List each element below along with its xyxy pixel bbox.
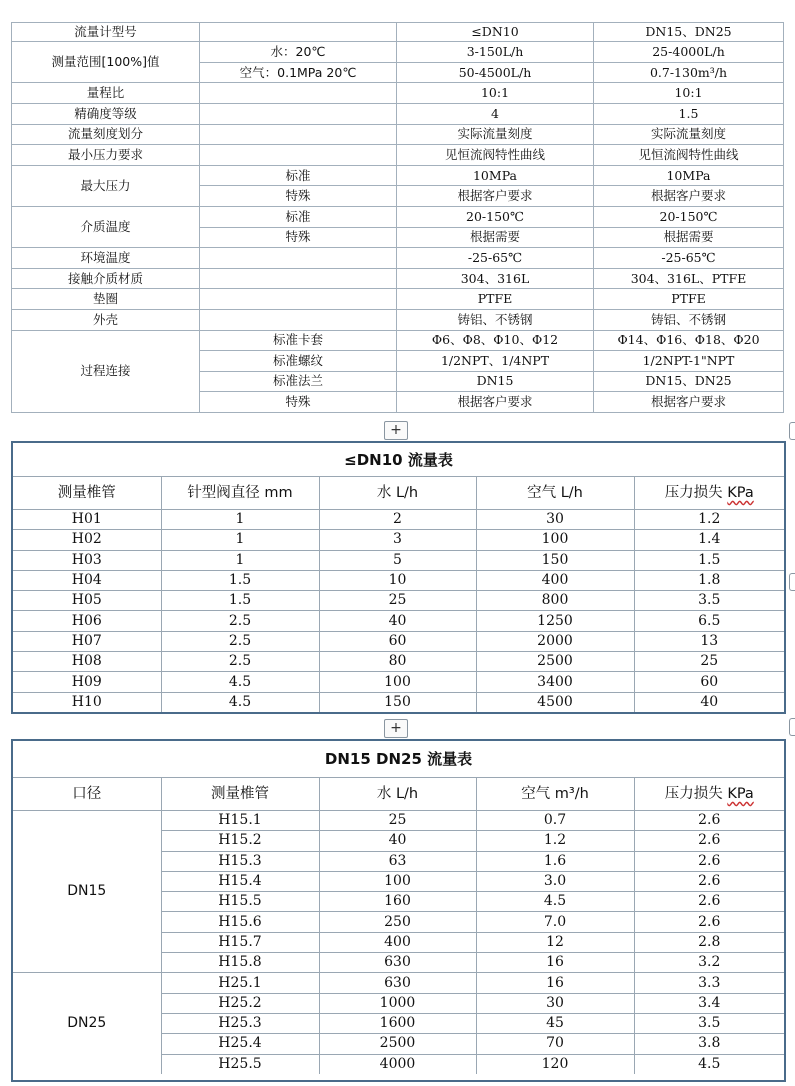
table-cell: 3400 (476, 672, 634, 692)
table-resize-handle[interactable] (789, 718, 795, 736)
spec-value-b: 25-4000L/h (594, 42, 784, 63)
table-cell: 100 (319, 871, 476, 891)
spec-label: 介质温度 (12, 206, 200, 247)
spec-label: 流量刻度划分 (12, 124, 200, 145)
table-cell: 1 (161, 530, 319, 550)
table-row (13, 631, 784, 651)
spec-value-a: 1/2NPT、1/4NPT (397, 351, 594, 372)
table-cell: 70 (476, 1034, 634, 1054)
spec-row-turndown (12, 83, 784, 104)
table-cell: 100 (319, 672, 476, 692)
table-cell: 1.2 (476, 831, 634, 851)
table-cell: H25.4 (161, 1034, 319, 1054)
column-header: 水 L/h (319, 477, 476, 510)
column-header: 空气 m³/h (476, 778, 634, 811)
column-header: 测量椎管 (13, 477, 161, 510)
table-row (13, 570, 784, 590)
table-cell: 0.7 (476, 811, 634, 831)
add-row-plus-icon[interactable]: + (384, 719, 408, 738)
table-cell: 1000 (319, 993, 476, 1013)
table-cell: 800 (476, 591, 634, 611)
table-row (13, 973, 784, 993)
spec-value-b: 根据客户要求 (594, 186, 784, 207)
spec-row-gasket (12, 289, 784, 310)
table-cell: 13 (634, 631, 784, 651)
spec-value-b: Φ14、Φ16、Φ18、Φ20 (594, 330, 784, 351)
spec-label: 测量范围[100%]值 (12, 42, 200, 83)
table-cell: 3.8 (634, 1034, 784, 1054)
spec-value-b: PTFE (594, 289, 784, 310)
table-cell: 12 (476, 932, 634, 952)
column-header: 水 L/h (319, 778, 476, 811)
table-cell: H04 (13, 570, 161, 590)
table-cell: H25.2 (161, 993, 319, 1013)
spec-value-b: DN15、DN25 (594, 371, 784, 392)
table-cell: H06 (13, 611, 161, 631)
table-cell: 1.4 (634, 530, 784, 550)
table-cell: 1.5 (634, 550, 784, 570)
spec-value-b: 304、316L、PTFE (594, 268, 784, 289)
spec-row-housing (12, 309, 784, 330)
spec-row-accuracy (12, 103, 784, 124)
spec-sublabel: 特殊 (200, 227, 397, 248)
table-row (13, 611, 784, 631)
spec-value-a: 根据需要 (397, 227, 594, 248)
table-cell: H07 (13, 631, 161, 651)
table-cell: 100 (476, 530, 634, 550)
spec-row-min-pressure (12, 145, 784, 166)
table-cell: 6.5 (634, 611, 784, 631)
table-cell: 400 (319, 932, 476, 952)
spec-row-conn-ferrule (12, 330, 784, 351)
flow-table-dn15-dn25-grid (13, 741, 784, 1074)
spec-value-a: 根据客户要求 (397, 186, 594, 207)
table-cell: H15.6 (161, 912, 319, 932)
table-cell: 3.0 (476, 871, 634, 891)
spec-value-b: 10MPa (594, 165, 784, 186)
table-cell: 1.8 (634, 570, 784, 590)
table-cell: H03 (13, 550, 161, 570)
size-group-label: DN15 (13, 811, 161, 973)
spec-empty-cell (200, 289, 397, 310)
column-header: 压力损失 KPa (634, 477, 784, 510)
table-cell: 1 (161, 510, 319, 530)
spec-empty-cell (200, 83, 397, 104)
spec-empty-cell (200, 268, 397, 289)
spec-value-a: DN15 (397, 371, 594, 392)
spec-sublabel: 标准 (200, 206, 397, 227)
table-title: ≤DN10 流量表 (13, 443, 784, 477)
spec-value-b: 根据需要 (594, 227, 784, 248)
table-cell: H15.3 (161, 851, 319, 871)
table-title: DN15 DN25 流量表 (13, 741, 784, 778)
spec-sublabel: 标准 (200, 165, 397, 186)
table-cell: 2.5 (161, 631, 319, 651)
table-cell: 3.5 (634, 591, 784, 611)
table-cell: 16 (476, 953, 634, 973)
spec-value-b: 实际流量刻度 (594, 124, 784, 145)
table-cell: 4.5 (161, 672, 319, 692)
spec-value-b: 1/2NPT-1"NPT (594, 351, 784, 372)
table-resize-handle[interactable] (789, 422, 795, 440)
table-cell: 30 (476, 993, 634, 1013)
spec-empty-cell (200, 145, 397, 166)
spec-row-material (12, 268, 784, 289)
table-row (13, 591, 784, 611)
flow-table-dn10-grid (13, 443, 784, 712)
spec-value-a: PTFE (397, 289, 594, 310)
table-cell: 4.5 (476, 892, 634, 912)
spec-sublabel: 空气：0.1MPa 20℃ (200, 62, 397, 83)
spec-value-a: 304、316L (397, 268, 594, 289)
spec-value-b: 见恒流阀特性曲线 (594, 145, 784, 166)
table-cell: 1250 (476, 611, 634, 631)
table-cell: 3.2 (634, 953, 784, 973)
table-cell: 3.4 (634, 993, 784, 1013)
spec-label: 外壳 (12, 309, 200, 330)
table-title-row (13, 443, 784, 477)
spec-label: 环境温度 (12, 248, 200, 269)
table-cell: H15.2 (161, 831, 319, 851)
table-cell: 40 (634, 692, 784, 712)
table-cell: 3.3 (634, 973, 784, 993)
spec-sublabel: 标准螺纹 (200, 351, 397, 372)
spec-value-b: DN15、DN25 (594, 23, 784, 42)
table-cell: 30 (476, 510, 634, 530)
table-cell: 1600 (319, 1013, 476, 1033)
table-cell: 630 (319, 973, 476, 993)
table-cell: 60 (319, 631, 476, 651)
table-cell: 25 (634, 652, 784, 672)
table-cell: 1.2 (634, 510, 784, 530)
table-header-row (13, 778, 784, 811)
spec-value-a: 见恒流阀特性曲线 (397, 145, 594, 166)
table-row (13, 550, 784, 570)
flow-table-dn10 (11, 441, 786, 714)
table-cell: 4.5 (161, 692, 319, 712)
spec-value-b: 0.7-130m³/h (594, 62, 784, 83)
size-group-label: DN25 (13, 973, 161, 1074)
table-row (13, 510, 784, 530)
spec-sublabel: 特殊 (200, 392, 397, 413)
spec-value-a: 4 (397, 103, 594, 124)
table-cell: H15.8 (161, 953, 319, 973)
table-cell: 25 (319, 811, 476, 831)
table-row (13, 811, 784, 831)
spec-sublabel: 标准法兰 (200, 371, 397, 392)
table-cell: 1.5 (161, 591, 319, 611)
table-row (13, 652, 784, 672)
table-cell: H15.4 (161, 871, 319, 891)
spec-value-a: ≤DN10 (397, 23, 594, 42)
table-cell: 4500 (476, 692, 634, 712)
table-cell: 2.6 (634, 912, 784, 932)
spec-value-a: 3-150L/h (397, 42, 594, 63)
table-header-row (13, 477, 784, 510)
table-cell: 630 (319, 953, 476, 973)
table-cell: 4.5 (634, 1054, 784, 1074)
table-cell: 3.5 (634, 1013, 784, 1033)
table-cell: 4000 (319, 1054, 476, 1074)
table-cell: 2.6 (634, 811, 784, 831)
spec-row-model (12, 23, 784, 42)
flow-table-dn10-body (13, 510, 784, 712)
spec-row-medium-temp-std (12, 206, 784, 227)
table-cell: 2.6 (634, 871, 784, 891)
table-cell: 40 (319, 611, 476, 631)
spec-value-a: 根据客户要求 (397, 392, 594, 413)
table-cell: H02 (13, 530, 161, 550)
spec-value-b: 10:1 (594, 83, 784, 104)
spec-value-b: 20-150℃ (594, 206, 784, 227)
spec-label: 精确度等级 (12, 103, 200, 124)
table-cell: H01 (13, 510, 161, 530)
spec-table (11, 22, 784, 413)
table-cell: 3 (319, 530, 476, 550)
column-header: 针型阀直径 mm (161, 477, 319, 510)
table-cell: 25 (319, 591, 476, 611)
table-cell: 160 (319, 892, 476, 912)
spec-value-b: 根据客户要求 (594, 392, 784, 413)
table-cell: 10 (319, 570, 476, 590)
table-cell: 40 (319, 831, 476, 851)
table-cell: H15.1 (161, 811, 319, 831)
table-row (13, 530, 784, 550)
spec-row-max-pressure-std (12, 165, 784, 186)
spec-label: 过程连接 (12, 330, 200, 412)
add-row-plus-icon[interactable]: + (384, 421, 408, 440)
table-cell: 80 (319, 652, 476, 672)
table-cell: 5 (319, 550, 476, 570)
spec-value-a: Φ6、Φ8、Φ10、Φ12 (397, 330, 594, 351)
spec-value-a: 实际流量刻度 (397, 124, 594, 145)
spec-empty-cell (200, 309, 397, 330)
table-cell: 250 (319, 912, 476, 932)
spec-value-b: 铸铝、不锈钢 (594, 309, 784, 330)
spec-value-a: 50-4500L/h (397, 62, 594, 83)
table-cell: 2.6 (634, 831, 784, 851)
spec-label: 最大压力 (12, 165, 200, 206)
spec-empty-cell (200, 248, 397, 269)
table-cell: H05 (13, 591, 161, 611)
table-cell: 400 (476, 570, 634, 590)
spec-row-range-water (12, 42, 784, 63)
spec-label: 量程比 (12, 83, 200, 104)
table-cell: 60 (634, 672, 784, 692)
table-title-row (13, 741, 784, 778)
table-cell: 7.0 (476, 912, 634, 932)
spec-sublabel: 水：20℃ (200, 42, 397, 63)
table-cell: H08 (13, 652, 161, 672)
table-cell: H25.1 (161, 973, 319, 993)
table-cell: 2000 (476, 631, 634, 651)
table-cell: 2500 (319, 1034, 476, 1054)
spec-sublabel: 标准卡套 (200, 330, 397, 351)
table-cell: 2.5 (161, 611, 319, 631)
table-cell: H15.5 (161, 892, 319, 912)
table-cell: 63 (319, 851, 476, 871)
table-row (13, 692, 784, 712)
table-cell: H25.3 (161, 1013, 319, 1033)
table-cell: H25.5 (161, 1054, 319, 1074)
table-cell: 120 (476, 1054, 634, 1074)
spec-label: 接触介质材质 (12, 268, 200, 289)
spec-label: 流量计型号 (12, 23, 200, 42)
spec-empty-cell (200, 103, 397, 124)
table-row (13, 672, 784, 692)
flow-table-dn15-dn25-body (13, 811, 784, 1074)
spec-empty-cell (200, 124, 397, 145)
table-cell: H09 (13, 672, 161, 692)
table-cell: 16 (476, 973, 634, 993)
column-header: 空气 L/h (476, 477, 634, 510)
spec-row-ambient-temp (12, 248, 784, 269)
spec-value-b: 1.5 (594, 103, 784, 124)
spec-value-a: 铸铝、不锈钢 (397, 309, 594, 330)
table-cell: H10 (13, 692, 161, 712)
spec-value-a: 10MPa (397, 165, 594, 186)
table-cell: 2500 (476, 652, 634, 672)
flow-table-dn15-dn25 (11, 739, 786, 1082)
table-cell: 150 (476, 550, 634, 570)
spec-label: 垫圈 (12, 289, 200, 310)
table-cell: 1 (161, 550, 319, 570)
spec-empty-cell (200, 23, 397, 42)
table-cell: H15.7 (161, 932, 319, 952)
column-header: 口径 (13, 778, 161, 811)
spec-value-b: -25-65℃ (594, 248, 784, 269)
table-resize-handle[interactable] (789, 573, 795, 591)
table-cell: 2.5 (161, 652, 319, 672)
table-cell: 1.6 (476, 851, 634, 871)
spec-row-scale (12, 124, 784, 145)
table-cell: 45 (476, 1013, 634, 1033)
table-cell: 2 (319, 510, 476, 530)
table-cell: 2.6 (634, 892, 784, 912)
spec-value-a: 20-150℃ (397, 206, 594, 227)
column-header: 测量椎管 (161, 778, 319, 811)
table-cell: 1.5 (161, 570, 319, 590)
column-header: 压力损失 KPa (634, 778, 784, 811)
spec-label: 最小压力要求 (12, 145, 200, 166)
table-cell: 2.6 (634, 851, 784, 871)
spec-value-a: 10:1 (397, 83, 594, 104)
spec-value-a: -25-65℃ (397, 248, 594, 269)
table-cell: 150 (319, 692, 476, 712)
spec-sublabel: 特殊 (200, 186, 397, 207)
table-cell: 2.8 (634, 932, 784, 952)
